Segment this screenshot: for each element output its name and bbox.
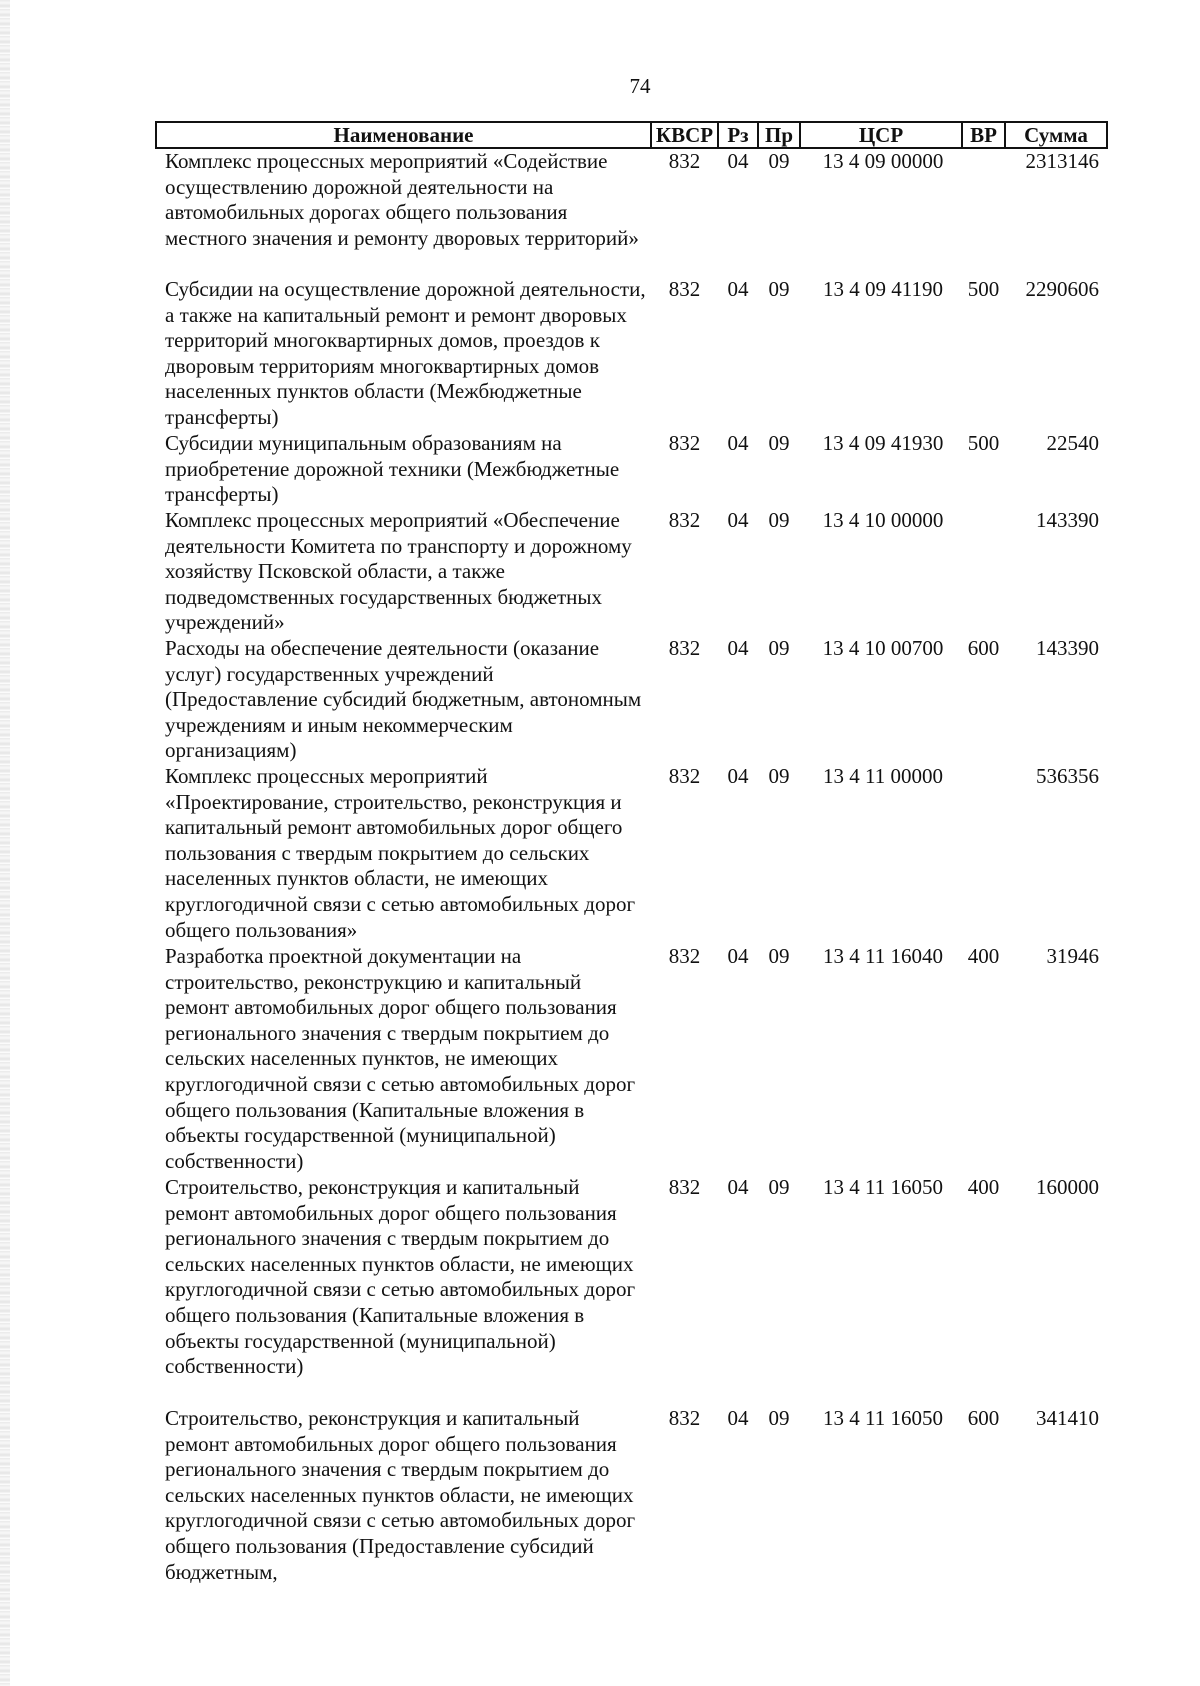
table-row <box>156 636 1107 764</box>
header-sum: Сумма <box>1005 122 1107 148</box>
row-pr: 09 <box>768 277 790 301</box>
table-row <box>156 431 1107 508</box>
row-csr: 13 4 10 00700 <box>822 636 944 660</box>
row-csr: 13 4 10 00000 <box>822 508 944 532</box>
table-row <box>156 1406 1107 1586</box>
header-pr: Пр <box>758 122 800 148</box>
row-sum: 31946 <box>1046 944 1099 968</box>
page-number: 74 <box>629 74 651 98</box>
row-name: Комплекс процессных мероприятий «Обеспечение деятельности Комитета по транспорту и дорожному хозяйству Псковской области, а также подведомственных государственных бюджетных учреждений» <box>165 508 632 635</box>
row-vr: 400 <box>967 1175 1000 1199</box>
row-pr: 09 <box>768 1175 790 1199</box>
row-pr: 09 <box>768 431 790 455</box>
row-vr: 600 <box>967 1406 1000 1430</box>
row-vr <box>962 764 1005 944</box>
row-csr: 13 4 09 41190 <box>823 277 943 301</box>
row-rz: 04 <box>727 764 749 788</box>
row-kvsr: 832 <box>668 508 701 532</box>
row-sum: 22540 <box>1046 431 1099 455</box>
row-kvsr: 832 <box>668 1175 701 1199</box>
row-rz: 04 <box>727 1406 749 1430</box>
row-pr: 09 <box>768 944 790 968</box>
row-csr: 13 4 11 16050 <box>823 1175 943 1199</box>
row-name: Строительство, реконструкция и капитальный ремонт автомобильных дорог общего пользования регионального значения с твердым покрытием до сельских населенных пунктов области, не имеющих круглогодичной связи с сетью автомобильных дорог общего пользования (Предоставление субсидий бюджетным, <box>165 1406 636 1584</box>
row-name: Разработка проектной документации на строительство, реконструкцию и капитальный ремонт автомобильных дорог общего пользования регионального значения с твердым покрытием до сельских населенных пунктов, не имеющих круглогодичной связи с сетью автомобильных дорог общего пользования (Капитальные вложения в объекты государственной (муниципальной) собственности) <box>165 944 636 1173</box>
row-pr: 09 <box>768 636 790 660</box>
row-pr: 09 <box>768 1406 790 1430</box>
row-sum: 2290606 <box>1025 277 1099 301</box>
row-kvsr: 832 <box>668 1406 701 1430</box>
table-row <box>156 1175 1107 1406</box>
header-kvsr: КВСР <box>651 122 718 148</box>
row-name: Субсидии муниципальным образованиям на приобретение дорожной техники (Межбюджетные трансферты) <box>165 431 620 507</box>
row-vr: 400 <box>967 944 1000 968</box>
row-csr: 13 4 11 16050 <box>823 1406 943 1430</box>
row-rz: 04 <box>727 149 749 173</box>
header-rz: Рз <box>718 122 758 148</box>
row-vr <box>962 148 1005 277</box>
row-kvsr: 832 <box>668 944 701 968</box>
row-pr: 09 <box>768 149 790 173</box>
row-name: Расходы на обеспечение деятельности (оказание услуг) государственных учреждений (Предоставление субсидий бюджетным, автономным учреждениям и иным некоммерческим организациям) <box>165 636 642 763</box>
row-csr: 13 4 09 41930 <box>822 431 944 455</box>
row-kvsr: 832 <box>668 431 701 455</box>
row-kvsr: 832 <box>668 636 701 660</box>
row-name: Комплекс процессных мероприятий «Содействие осуществлению дорожной деятельности на автомобильных дорогах общего пользования местного значения и ремонту дворовых территорий» <box>165 149 639 250</box>
table-header-row <box>156 122 1107 148</box>
row-rz: 04 <box>727 944 749 968</box>
row-pr: 09 <box>768 508 790 532</box>
row-rz: 04 <box>727 1175 749 1199</box>
header-name: Наименование <box>156 122 651 148</box>
row-vr <box>962 508 1005 636</box>
table-row <box>156 508 1107 636</box>
scan-edge <box>0 0 10 1686</box>
header-csr: ЦСР <box>800 122 962 148</box>
row-sum: 160000 <box>1036 1175 1099 1199</box>
row-sum: 143390 <box>1036 636 1099 660</box>
row-csr: 13 4 11 00000 <box>823 764 943 788</box>
row-sum: 536356 <box>1036 764 1099 788</box>
table-row <box>156 277 1107 431</box>
row-name: Комплекс процессных мероприятий «Проектирование, строительство, реконструкция и капитальный ремонт автомобильных дорог общего пользования с твердым покрытием до сельских населенных пунктов области, не имеющих круглогодичной связи с сетью автомобильных дорог общего пользования» <box>165 764 636 942</box>
row-vr: 500 <box>967 431 1000 455</box>
table-row <box>156 764 1107 944</box>
row-sum: 143390 <box>1036 508 1099 532</box>
row-sum: 341410 <box>1036 1406 1099 1430</box>
row-kvsr: 832 <box>668 277 701 301</box>
table-row <box>156 148 1107 277</box>
row-csr: 13 4 09 00000 <box>822 149 944 173</box>
row-rz: 04 <box>727 636 749 660</box>
header-vr: ВР <box>962 122 1005 148</box>
row-rz: 04 <box>727 508 749 532</box>
row-pr: 09 <box>768 764 790 788</box>
table-row <box>156 944 1107 1175</box>
budget-table <box>155 121 1108 1586</box>
row-name: Строительство, реконструкция и капитальный ремонт автомобильных дорог общего пользования регионального значения с твердым покрытием до сельских населенных пунктов области, не имеющих круглогодичной связи с сетью автомобильных дорог общего пользования (Капитальные вложения в объекты государственной (муниципальной) собственности) <box>165 1175 636 1379</box>
row-sum: 2313146 <box>1025 149 1099 173</box>
row-rz: 04 <box>727 277 749 301</box>
row-rz: 04 <box>727 431 749 455</box>
row-kvsr: 832 <box>668 764 701 788</box>
row-vr: 500 <box>967 277 1000 301</box>
row-csr: 13 4 11 16040 <box>823 944 943 968</box>
row-name: Субсидии на осуществление дорожной деятельности, а также на капитальный ремонт и ремонт дворовых территорий многоквартирных домов, проездов к дворовым территориям многоквартирных домов населенных пунктов области (Межбюджетные трансферты) <box>165 277 646 429</box>
row-vr: 600 <box>967 636 1000 660</box>
row-kvsr: 832 <box>668 149 701 173</box>
